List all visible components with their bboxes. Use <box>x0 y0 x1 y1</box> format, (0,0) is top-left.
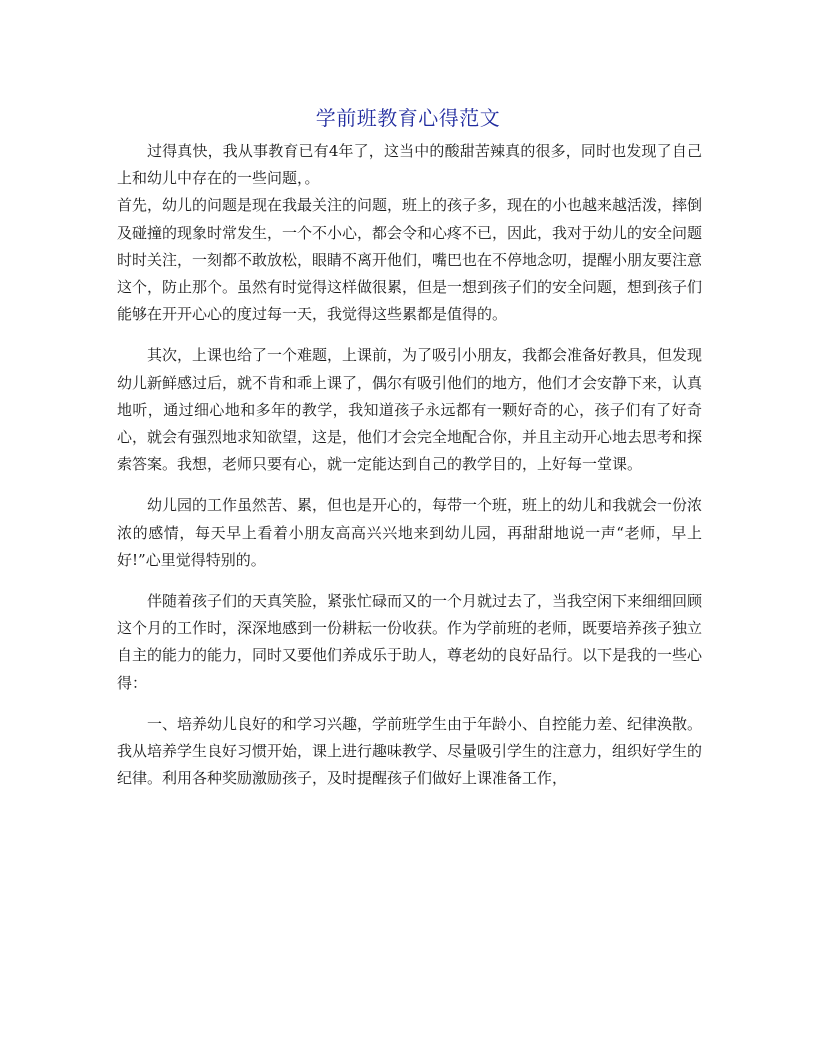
document-title: 学前班教育心得范文 <box>315 106 501 130</box>
paragraph-first: 首先，幼儿的问题是现在我最关注的问题，班上的孩子多，现在的小也越来越活泼，摔倒及碰撞的现象时常发生，一个不小心，都会令和心疼不已，因此，我对于幼儿的安全问题时时关注，一刻都不敢放松，眼睛不离开他们，嘴巴也在不停地念叨，提醒小朋友要注意这个，防止那个。虽然有时觉得这样做很累，但是一想到孩子们的安全问题，想到孩子们能够在开开心心的度过每一天，我觉得这些累都是值得的。 <box>117 196 703 324</box>
paragraph-intro: 过得真快，我从事教育已有4年了，这当中的酸甜苦辣真的很多，同时也发现了自己上和幼儿中存在的一些问题，。 <box>117 142 702 188</box>
paragraph-kindergarten-work: 幼儿园的工作虽然苦、累，但也是开心的，每带一个班，班上的幼儿和我就会一份浓浓的感情，每天早上看着小朋友高高兴兴地来到幼儿园，再甜甜地说一声“老师，早上好!”心里觉得特别的。 <box>117 496 703 569</box>
document-body <box>117 138 702 792</box>
paragraph-second: 其次，上课也给了一个难题，上课前，为了吸引小朋友，我都会准备好教具，但发现幼儿新鲜感过后，就不肯和乖上课了，偶尔有吸引他们的地方，他们才会安静下来，认真地听，通过细心地和多年的教学，我知道孩子永远都有一颗好奇的心，孩子们有了好奇心，就会有强烈地求知欲望，这是，他们才会完全地配合你，并且主动开心地去思考和探索答案。我想，老师只要有心，就一定能达到自己的教学目的，上好每一堂课。 <box>117 346 703 474</box>
paragraph-point-one: 一、培养幼儿良好的和学习兴趣，学前班学生由于年龄小、自控能力差、纪律涣散。我从培养学生良好习惯开始，课上进行趣味教学、尽量吸引学生的注意力，组织好学生的纪律。利用各种奖励激励孩子，及时提醒孩子们做好上课准备工作， <box>117 714 703 788</box>
paragraph-reflection: 伴随着孩子们的天真笑脸，紧张忙碌而又的一个月就过去了，当我空闲下来细细回顾这个月的工作时，深深地感到一份耕耘一份收获。作为学前班的老师，既要培养孩子独立自主的能力的能力，同时又要他们养成乐于助人，尊老幼的良好品行。以下是我的一些心得： <box>117 592 703 692</box>
